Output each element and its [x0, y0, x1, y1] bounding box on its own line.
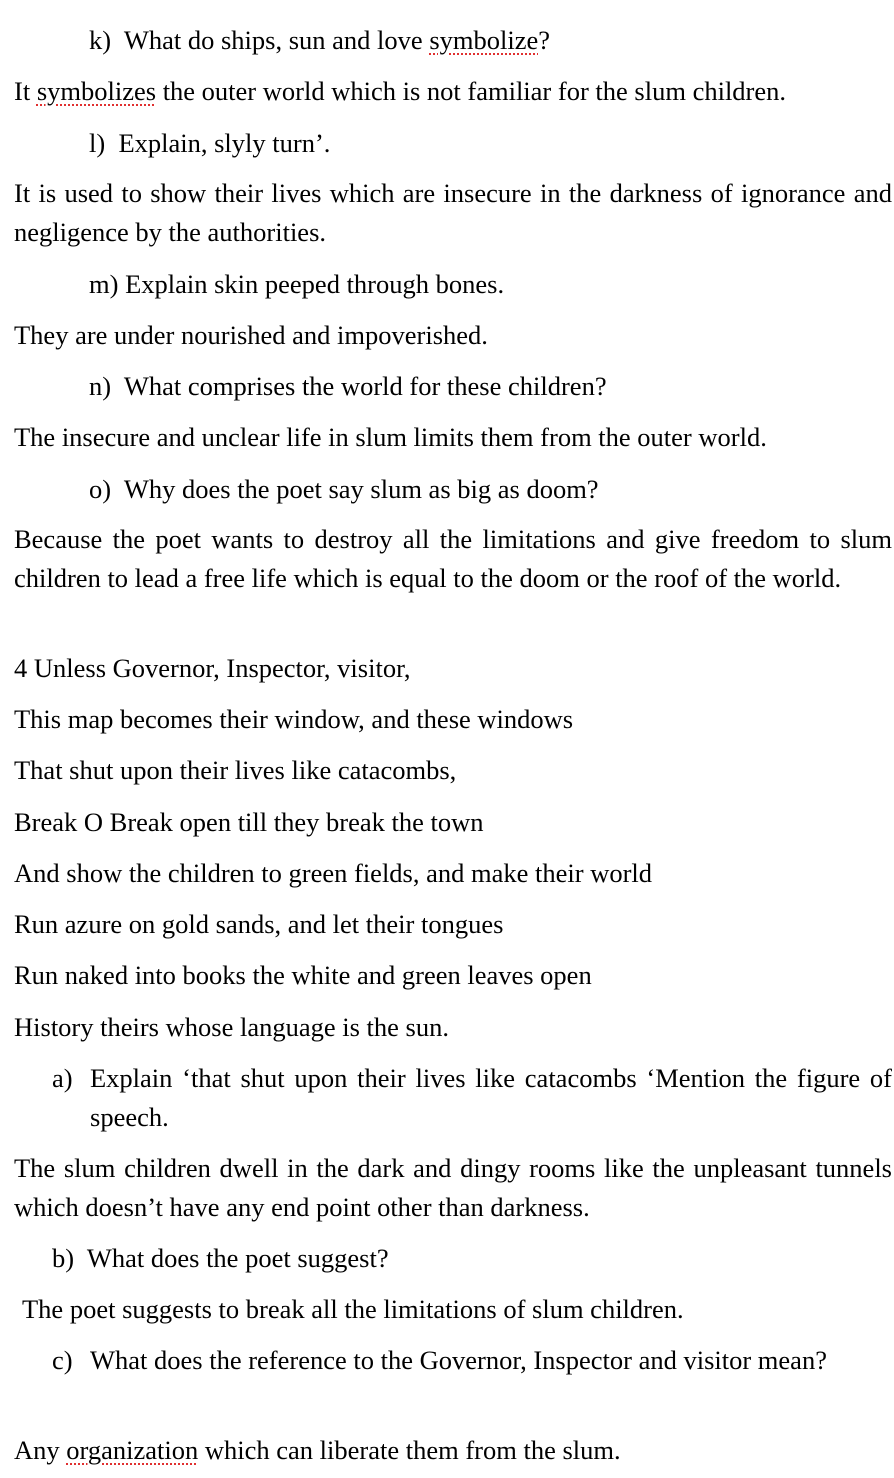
question-o-label: o)	[89, 474, 112, 504]
answer-k-text-before: It	[14, 76, 37, 106]
answer-l: It is used to show their lives which are insecure in the darkness of ignorance and negligence by the authorities.	[14, 178, 892, 247]
question-b	[52, 1243, 389, 1273]
spellcheck-flagged-word[interactable]: symbolizes	[36, 76, 157, 106]
question-m-text: Explain skin peeped through bones.	[125, 269, 505, 299]
answer-c	[14, 1435, 621, 1465]
question-b-text: What does the poet suggest?	[86, 1243, 389, 1273]
spellcheck-flagged-word[interactable]: symbolize	[429, 25, 539, 55]
question-l	[89, 128, 330, 158]
question-a-text: Explain ‘that shut upon their lives like catacombs ‘Mention the figure of speech.	[90, 1063, 892, 1132]
answer-c-text-after: which can liberate them from the slum.	[198, 1435, 621, 1465]
question-n-text: What comprises the world for these children?	[123, 371, 607, 401]
question-k-text-after: ?	[538, 25, 551, 55]
question-l-label: l)	[89, 128, 106, 158]
stanza-line: Run azure on gold sands, and let their tongues	[14, 909, 504, 939]
answer-k	[14, 76, 786, 106]
question-o-text: Why does the poet say slum as big as doom?	[123, 474, 599, 504]
question-c	[52, 1341, 892, 1380]
spellcheck-flagged-word[interactable]: organization	[66, 1435, 199, 1465]
question-o	[89, 474, 599, 504]
answer-a: The slum children dwell in the dark and dingy rooms like the unpleasant tunnels which doesn’t have any end point other than darkness.	[14, 1153, 892, 1222]
question-k	[89, 25, 550, 55]
question-n	[89, 371, 607, 401]
answer-b: The poet suggests to break all the limitations of slum children.	[22, 1294, 684, 1324]
stanza-line: Break O Break open till they break the town	[14, 807, 484, 837]
stanza-line: History theirs whose language is the sun.	[14, 1012, 449, 1042]
question-b-label: b)	[52, 1243, 75, 1273]
question-a	[52, 1059, 892, 1136]
question-k-label: k)	[89, 25, 112, 55]
question-m-label: m)	[89, 269, 119, 299]
question-m	[89, 269, 504, 299]
question-c-text: What does the reference to the Governor, Inspector and visitor mean?	[90, 1345, 827, 1375]
question-k-text-before: What do ships, sun and love	[123, 25, 430, 55]
answer-o: Because the poet wants to destroy all the limitations and give freedom to slum children to lead a free life which is equal to the doom or the roof of the world.	[14, 524, 892, 593]
stanza-line: 4 Unless Governor, Inspector, visitor,	[14, 653, 411, 683]
stanza-line: Run naked into books the white and green leaves open	[14, 960, 592, 990]
question-a-label: a)	[52, 1063, 73, 1093]
stanza-line: That shut upon their lives like catacombs,	[14, 755, 457, 785]
answer-m: They are under nourished and impoverished.	[14, 320, 488, 350]
question-c-label: c)	[52, 1345, 73, 1375]
question-n-label: n)	[89, 371, 112, 401]
stanza-line: This map becomes their window, and these windows	[14, 704, 574, 734]
question-l-text: Explain, slyly turn’.	[118, 128, 331, 158]
stanza-line: And show the children to green fields, and make their world	[14, 858, 653, 888]
answer-k-text-after: the outer world which is not familiar for the slum children.	[156, 76, 787, 106]
answer-c-text-before: Any	[14, 1435, 67, 1465]
answer-n: The insecure and unclear life in slum limits them from the outer world.	[14, 422, 767, 452]
